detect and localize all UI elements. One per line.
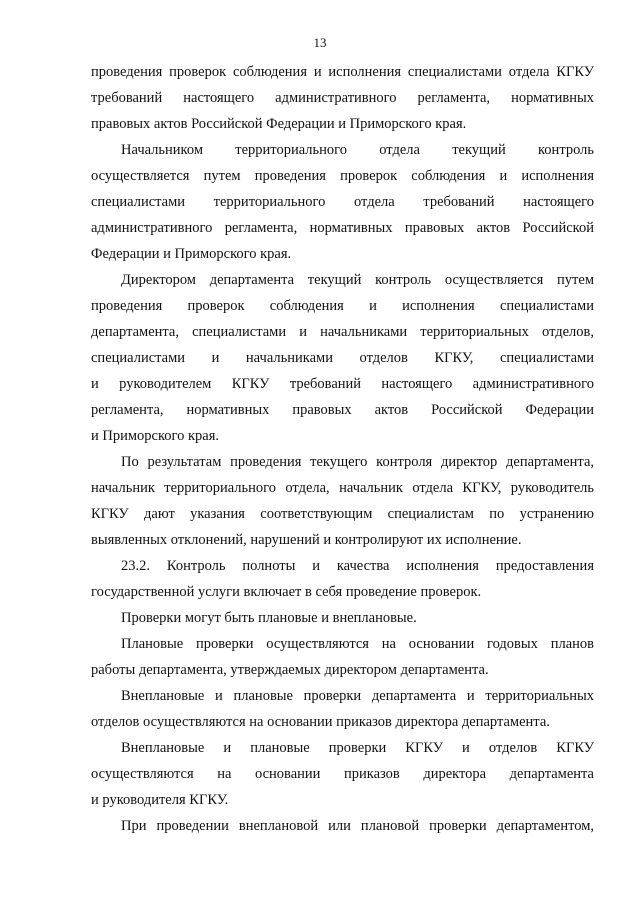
text-line: государственной услуги включает в себя проведение проверок. [91,584,482,600]
text-line: Директором департамента текущий контроль осуществляется путем [121,272,594,288]
text-line: административного регламента, нормативных правовых актов Российской [91,220,594,236]
text-line: работы департамента, утверждаемых директором департамента. [91,662,489,678]
text-line: осуществляется путем проведения проверок соблюдения и исполнения [91,168,594,184]
text-line: проведения проверок соблюдения и исполнения специалистами [91,298,594,314]
text-line: специалистами территориального отдела требований настоящего [91,194,594,210]
text-line: и руководителя КГКУ. [91,792,229,808]
text-line: Проверки могут быть плановые и внеплановые. [121,610,417,626]
text-line: осуществляются на основании приказов директора департамента [91,766,594,782]
text-line: Федерации и Приморского края. [91,246,292,262]
text-line: При проведении внеплановой или плановой проверки департаментом, [121,818,594,834]
text-line: требований настоящего административного регламента, нормативных [91,90,594,106]
text-line: специалистами и начальниками отделов КГКУ, специалистами [91,350,594,366]
text-line: Внеплановые и плановые проверки департамента и территориальных [121,688,594,704]
text-line: Начальником территориального отдела текущий контроль [121,142,594,158]
text-line: 23.2. Контроль полноты и качества исполнения предоставления [121,558,594,574]
text-line: и Приморского края. [91,428,220,444]
text-line: По результатам проведения текущего контроля директор департамента, [121,454,594,470]
text-line: правовых актов Российской Федерации и Приморского края. [91,116,467,132]
document-body [91,59,594,839]
page-number: 13 [313,35,327,50]
text-line: начальник территориального отдела, начальник отдела КГКУ, руководитель [91,480,594,496]
text-line: и руководителем КГКУ требований настоящего административного [91,376,594,392]
text-line: Внеплановые и плановые проверки КГКУ и отделов КГКУ [121,740,594,756]
text-line: отделов осуществляются на основании приказов директора департамента. [91,714,550,730]
text-line: проведения проверок соблюдения и исполнения специалистами отдела КГКУ [91,64,594,80]
text-line: КГКУ дают указания соответствующим специалистам по устранению [91,506,594,522]
text-line: выявленных отклонений, нарушений и контролируют их исполнение. [91,532,522,548]
text-line: регламента, нормативных правовых актов Российской Федерации [91,402,594,418]
text-line: департамента, специалистами и начальниками территориальных отделов, [91,324,594,340]
text-line: Плановые проверки осуществляются на основании годовых планов [121,636,594,652]
